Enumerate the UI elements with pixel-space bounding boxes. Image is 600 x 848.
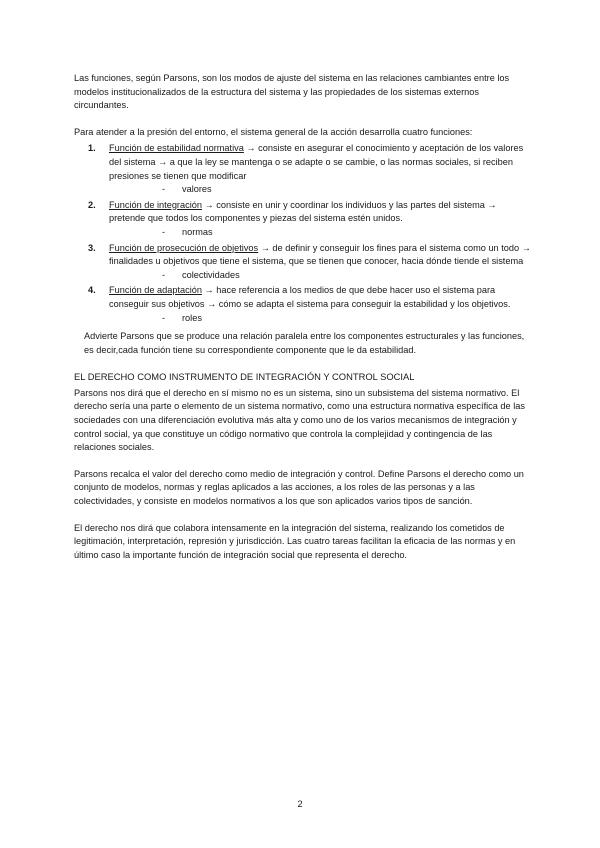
page-number: 2 — [297, 799, 303, 809]
function-term: Función de integración — [109, 199, 202, 210]
function-item — [74, 242, 534, 283]
functions-list — [74, 142, 534, 325]
function-item — [74, 284, 534, 325]
subitem-label: colectividades — [182, 269, 240, 280]
function-term: Función de estabilidad normativa — [109, 143, 244, 154]
function-subitem — [109, 183, 534, 197]
function-subitem — [109, 312, 534, 326]
function-item — [74, 199, 534, 240]
body-paragraph: El derecho nos dirá que colabora intensamente en la integración del sistema, realizando los cometidos de legitimación, interpretación, represión y jurisdicción. Las cuatro tareas facilitan la eficacia de las normas y en último caso la importante función de integración social que representa el derecho. — [74, 522, 516, 560]
dash-bullet: - — [162, 312, 166, 323]
list-number: 4. — [88, 285, 96, 296]
dash-bullet: - — [162, 184, 166, 195]
function-subitem — [109, 226, 534, 240]
subitem-label: valores — [182, 184, 212, 195]
list-number: 1. — [88, 143, 96, 154]
note-paragraph: Advierte Parsons que se produce una relación paralela entre los componentes estructurales y las funciones, es decir,cada función tiene su correspondiente componente que le da estabilidad. — [84, 331, 525, 355]
subitem-label: roles — [182, 312, 202, 323]
function-term: Función de adaptación — [109, 285, 202, 296]
lead-paragraph: Para atender a la presión del entorno, el sistema general de la acción desarrolla cuatro funciones: — [74, 126, 473, 137]
list-number: 3. — [88, 242, 96, 253]
function-term: Función de prosecución de objetivos — [109, 242, 259, 253]
subitem-label: normas — [182, 226, 213, 237]
intro-paragraph: Las funciones, según Parsons, son los modos de ajuste del sistema en las relaciones cambiantes entre los modelos institucionalizados de la estructura del sistema y las propiedades de los sistemas externos circundantes. — [74, 73, 510, 111]
body-paragraph: Parsons nos dirá que el derecho en sí mismo no es un sistema, sino un subsistema del sistema normativo. El derecho sería una parte o elemento de un sistema normativo, como una estructura normativa específica de las sociedades con una diferenciación evolutiva más alta y como uno de los varios mecanismos de integración y control social, ya que constituye un código normativo que controla la complejidad y contingencia de las relaciones sociales. — [74, 387, 525, 453]
function-description: → de definir y conseguir los fines para el sistema como un todo → finalidades u objetivos que tiene el sistema, que se tienen que conocer, hacia dónde tiende el sistema — [109, 242, 531, 267]
dash-bullet: - — [162, 226, 166, 237]
function-description: → consiste en unir y coordinar los individuos y las partes del sistema → pretende que todos los componentes y piezas del sistema estén unidos. — [109, 199, 497, 224]
function-subitem — [109, 269, 534, 283]
function-description: → hace referencia a los medios de que debe hacer uso el sistema para conseguir sus objetivos → cómo se adapta el sistema para conseguir la estabilidad y los objetivos. — [109, 285, 511, 309]
body-paragraph: Parsons recalca el valor del derecho como medio de integración y control. Define Parsons el derecho como un conjunto de modelos, normas y reglas aplicados a las acciones, a los roles de las personas y a las colectividades, y consiste en modelos normativos a los que son aplicados varios tipos de sanción. — [74, 468, 524, 507]
list-number: 2. — [88, 199, 96, 210]
page-content — [74, 72, 534, 575]
function-description: → consiste en asegurar el conocimiento y aceptación de los valores del sistema → a que la ley se mantenga o se adapte o se cambie, o las normas sociales, si reciben presiones se tienen que modificar — [109, 143, 524, 181]
section-title: EL DERECHO COMO INSTRUMENTO DE INTEGRACIÓN Y CONTROL SOCIAL — [74, 371, 415, 383]
function-item — [74, 142, 534, 196]
dash-bullet: - — [162, 269, 166, 280]
